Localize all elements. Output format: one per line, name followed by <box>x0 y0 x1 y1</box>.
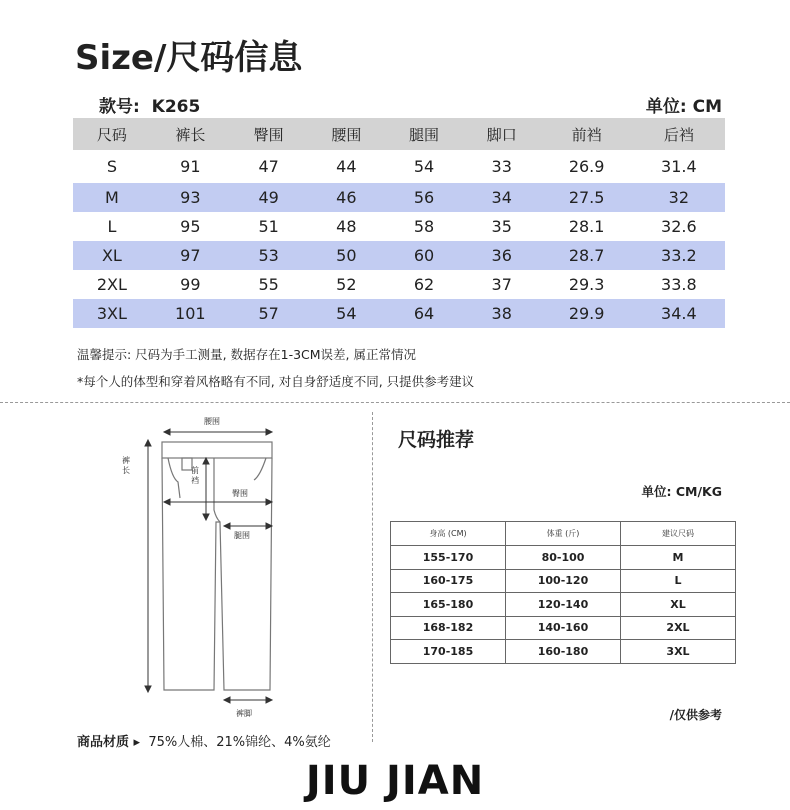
size-cell: 91 <box>180 157 201 176</box>
unit-label: 单位: CM <box>645 97 722 117</box>
size-header-cell: 裤长 <box>151 118 230 150</box>
recommend-cell: 80-100 <box>506 546 621 570</box>
size-cell: 34 <box>463 183 541 212</box>
recommend-cell: XL <box>621 593 736 617</box>
size-cell: 44 <box>336 157 357 176</box>
size-cell: 55 <box>258 275 279 294</box>
style-label: 款号: <box>99 97 140 117</box>
material-info <box>77 731 331 750</box>
size-header-cell: 腿围 <box>385 118 463 150</box>
recommend-header-cell: 体重 (斤) <box>506 522 621 546</box>
size-header-cell: 臀围 <box>230 118 308 150</box>
size-cell: 56 <box>385 183 463 212</box>
pants-outline <box>110 412 300 722</box>
recommend-title: 尺码推荐 <box>398 429 475 451</box>
recommend-cell: 170-185 <box>391 640 506 664</box>
size-cell: 32.6 <box>661 217 697 236</box>
size-header-cell: 脚口 <box>463 118 541 150</box>
size-cell: 50 <box>308 241 386 270</box>
size-header-cell: 后裆 <box>633 118 725 150</box>
size-cell: 46 <box>308 183 386 212</box>
size-cell: 57 <box>230 299 308 328</box>
size-header-cell: 尺码 <box>73 118 151 150</box>
size-cell: 52 <box>336 275 357 294</box>
column-divider <box>372 412 373 742</box>
size-cell: 34.4 <box>633 299 725 328</box>
size-row <box>73 150 725 183</box>
recommend-cell: 165-180 <box>391 593 506 617</box>
size-cell: 53 <box>230 241 308 270</box>
size-cell: 33.8 <box>661 275 697 294</box>
size-cell: 29.3 <box>568 275 605 294</box>
size-cell: 58 <box>413 217 435 236</box>
size-cell: 54 <box>308 299 386 328</box>
size-cell: 31.4 <box>661 157 697 176</box>
size-cell: 51 <box>258 217 279 236</box>
recommend-cell: 155-170 <box>391 546 506 570</box>
size-row <box>73 212 725 241</box>
recommend-row <box>391 616 736 640</box>
pants-diagram <box>110 412 300 722</box>
recommend-row <box>391 640 736 664</box>
measurement-note: 温馨提示: 尺码为手工测量, 数据存在1-3CM误差, 属正常情况 <box>77 347 417 362</box>
size-cell: L <box>107 217 117 236</box>
size-cell: 95 <box>180 217 201 236</box>
size-cell: 99 <box>180 275 201 294</box>
size-row <box>73 270 725 299</box>
size-cell: M <box>73 183 151 212</box>
length-label: 裤长 <box>122 456 130 475</box>
size-cell: 2XL <box>96 275 127 294</box>
size-row <box>73 183 725 212</box>
section-divider <box>0 402 790 403</box>
recommend-cell: 100-120 <box>506 569 621 593</box>
recommend-cell: 168-182 <box>391 616 506 640</box>
size-header-cell: 前裆 <box>541 118 633 150</box>
recommend-cell: 160-180 <box>506 640 621 664</box>
size-cell: 101 <box>151 299 230 328</box>
style-value: K265 <box>151 97 201 117</box>
size-cell: 48 <box>336 217 357 236</box>
hip-label: 臀围 <box>232 489 248 498</box>
recommend-cell: 120-140 <box>506 593 621 617</box>
size-cell: 29.9 <box>541 299 633 328</box>
size-cell: 33.2 <box>633 241 725 270</box>
size-cell: 35 <box>491 217 512 236</box>
recommend-cell: 3XL <box>621 640 736 664</box>
size-table-header <box>73 118 725 150</box>
recommend-unit: 单位: CM/KG <box>641 484 722 499</box>
size-cell: 32 <box>633 183 725 212</box>
size-row <box>73 241 725 270</box>
thigh-label: 腿围 <box>234 531 250 540</box>
size-cell: 28.7 <box>541 241 633 270</box>
size-cell: 97 <box>151 241 230 270</box>
page-title: Size/尺码信息 <box>75 38 303 78</box>
size-cell: 26.9 <box>568 157 605 176</box>
recommend-table-body <box>391 546 736 664</box>
size-cell: 36 <box>463 241 541 270</box>
style-number <box>99 92 200 117</box>
size-table-body <box>73 150 725 328</box>
size-row <box>73 299 725 328</box>
recommend-cell: M <box>621 546 736 570</box>
recommend-row <box>391 569 736 593</box>
size-cell: XL <box>73 241 151 270</box>
recommend-row <box>391 546 736 570</box>
recommend-cell: 2XL <box>621 616 736 640</box>
size-cell: 33 <box>491 157 512 176</box>
recommend-header-cell: 身高 (CM) <box>391 522 506 546</box>
recommend-row <box>391 593 736 617</box>
material-label: 商品材质 ▸ <box>77 735 141 750</box>
brand-logo: JIU JIAN <box>305 758 485 804</box>
size-cell: 38 <box>463 299 541 328</box>
size-cell: 93 <box>151 183 230 212</box>
size-cell: 3XL <box>73 299 151 328</box>
reference-note: /仅供参考 <box>669 708 722 722</box>
size-table <box>73 118 725 328</box>
size-cell: 62 <box>413 275 435 294</box>
waist-label: 腰围 <box>204 417 220 426</box>
recommend-header-cell: 建议尺码 <box>621 522 736 546</box>
size-cell: S <box>106 157 117 176</box>
size-cell: 37 <box>491 275 512 294</box>
size-cell: 27.5 <box>541 183 633 212</box>
size-header-cell: 腰围 <box>308 118 386 150</box>
recommend-table-header <box>391 522 736 546</box>
recommend-cell: L <box>621 569 736 593</box>
hem-label: 裤脚 <box>236 709 252 718</box>
size-cell: 64 <box>385 299 463 328</box>
recommend-table <box>390 521 736 664</box>
size-cell: 54 <box>413 157 435 176</box>
recommend-cell: 140-160 <box>506 616 621 640</box>
material-value: 75%人棉、21%锦纶、4%氨纶 <box>148 735 331 750</box>
size-cell: 47 <box>258 157 279 176</box>
size-cell: 28.1 <box>568 217 605 236</box>
front-rise-label: 前裆 <box>191 466 199 485</box>
size-cell: 49 <box>230 183 308 212</box>
size-cell: 60 <box>385 241 463 270</box>
fit-note: *每个人的体型和穿着风格略有不同, 对自身舒适度不同, 只提供参考建议 <box>77 374 475 389</box>
recommend-cell: 160-175 <box>391 569 506 593</box>
